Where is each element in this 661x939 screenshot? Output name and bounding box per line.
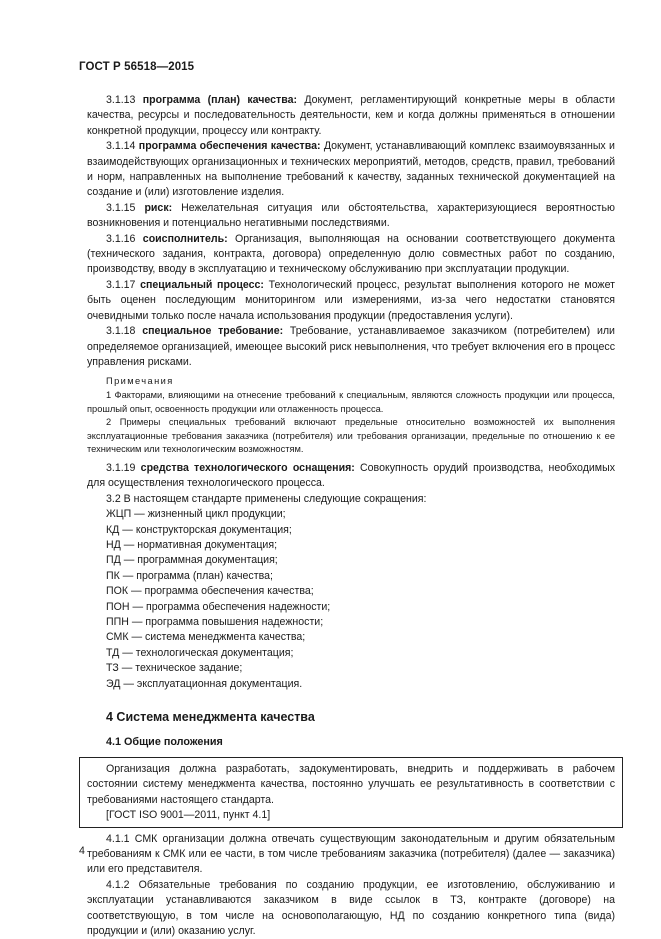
term-definition: Требование, устанавливаемое заказчиком (потребителем) или определяемое организацией, имеющее высокий риск невыполнения, что требует включения его в процесс управления рисками. [87,325,615,368]
term-title: специальный процесс: [140,278,264,291]
term-definition: Нежелательная ситуация или обстоятельства, характеризующиеся вероятностью возникновения и потенциально негативными последствиями. [87,201,615,230]
notes-title: Примечания [106,376,174,387]
abbreviation-item: НД — нормативная документация; [106,538,278,551]
subsection-4-1-heading: 4.1 Общие положения [106,735,223,748]
abbreviation-item: ЖЦП — жизненный цикл продукции; [106,508,286,521]
quoted-requirement-box [79,757,623,828]
clause-4-1-1: 4.1.1 СМК организации должна отвечать существующим законодательным и другим обязательным требованиям к СМК или ее части, в том числе требованиям заказчика (потребителя) (далее — заказчика) или его представителя. [87,832,615,876]
term-title: специальное требование: [142,325,284,338]
page-content [87,93,615,939]
page-number: 4 [79,845,85,857]
section-4-heading: 4 Система менеджмента качества [106,709,315,724]
abbreviation-item: ТЗ — техническое задание; [106,662,243,675]
term-definition: Совокупность орудий производства, необходимых для осуществления технологического процесса. [87,461,615,490]
clause-4-1-2: 4.1.2 Обязательные требования по созданию продукции, ее изготовлению, обслуживанию и эксплуатации устанавливаются заказчиком в виде ссылок в ТЗ, контракте (договоре) на соответствующую, в том числе на основополагающую, НД по созданию конкретного типа (вида) продукции и (или) оказанию услуг. [87,878,615,938]
term-definition: Документ, устанавливающий комплекс взаимоувязанных и взаимодействующих организационных и технических мероприятий, методов, средств, правил, требований и норм, направленных на выполнение требований к качеству, заданных технической документацией на создание и (или) изготовление изделия. [87,140,615,199]
term-definition: Технологический процесс, результат выполнения которого не может быть оценен последующим мониторингом или измерениями, из-за чего недостатки становятся очевидными только после начала использования продукции (предоставления услуги). [87,278,615,322]
abbreviation-item: КД — конструкторская документация; [106,523,292,536]
term-title: риск: [144,201,173,214]
notes-block [87,375,615,457]
quoted-requirement-reference: [ГОСТ ISO 9001—2011, пункт 4.1] [106,809,271,822]
abbreviation-item: ПК — программа (план) качества; [106,569,273,582]
term-3-1-16: 3.1.16 соисполнитель: Организация, выполняющая на основании соответствующего документа (технического задания, контракта, договора) определенную долю совместных работ по созданию, производству, вводу в эксплуатацию и техническому обслуживанию при эксплуатации продукции. [87,232,615,276]
abbreviation-item: ПД — программная документация; [106,554,278,567]
abbreviations-list [87,507,615,692]
note-item: 1 Факторами, влияющими на отнесение требований к специальным, являются сложность продукции или процесса, прошлый опыт, освоенность продукции или отлаженность процесса. [87,389,615,414]
term-3-1-17: 3.1.17 специальный процесс: Технологический процесс, результат выполнения которого не может быть оценен последующим мониторингом или измерениями, из-за чего недостатки становятся очевидными только после начала использования продукции (предоставления услуги). [87,278,615,322]
term-definition: Организация, выполняющая на основании соответствующего документа (технического задания, контракта, договора) определенную долю совместных работ по созданию, производству, вводу в эксплуатацию и техническому обслуживанию при эксплуатации продукции. [87,232,615,276]
quoted-requirement-text: Организация должна разработать, задокументировать, внедрить и поддерживать в рабочем состоянии систему менеджмента качества, постоянно улучшать ее результативность в соответствии с требованиями настоящего стандарта. [87,762,615,806]
abbreviation-item: ЭД — эксплуатационная документация. [106,677,303,690]
term-definition: Документ, регламентирующий конкретные меры в области качества, ресурсы и последовательность деятельности, кем и когда должны применяться в отношении конкретной продукции, процессу или контракту. [87,94,616,137]
term-title: программа обеспечения качества: [138,140,321,153]
term-title: соисполнитель: [142,232,228,245]
note-item: 2 Примеры специальных требований включают предельные относительно возможностей их выполнения эксплуатационные требования заказчика (потребителя) или требования организации, предельные по отношению к ее техническим или технологическим возможностям. [87,417,615,455]
abbreviations-intro: 3.2 В настоящем стандарте применены следующие сокращения: [106,492,427,505]
document-header: ГОСТ Р 56518—2015 [79,61,195,73]
abbreviation-item: ПОН — программа обеспечения надежности; [106,600,331,613]
term-title: средства технологического оснащения: [140,461,355,474]
term-3-1-14: 3.1.14 программа обеспечения качества: Документ, устанавливающий комплекс взаимоувязанных и взаимодействующих организационных и технических мероприятий, методов, средств, правил, требований и норм, направленных на выполнение требований к качеству, заданных технической документацией на создание и (или) изготовление изделия. [87,140,615,199]
abbreviation-item: ТД — технологическая документация; [106,646,294,659]
term-3-1-15: 3.1.15 риск: Нежелательная ситуация или обстоятельства, характеризующиеся вероятностью возникновения и потенциально негативными последствиями. [87,201,615,230]
term-title: программа (план) качества: [142,94,298,106]
abbreviation-item: СМК — система менеджмента качества; [106,631,306,644]
term-3-1-19: 3.1.19 средства технологического оснащения: Совокупность орудий производства, необходимых для осуществления технологического процесса. [87,461,615,490]
term-3-1-13: 3.1.13 программа (план) качества: Документ, регламентирующий конкретные меры в области качества, ресурсы и последовательность деятельности, кем и когда должны применяться в отношении конкретной продукции, процессу или контракту. [87,94,616,137]
abbreviation-item: ПОК — программа обеспечения качества; [106,585,314,598]
term-3-1-18: 3.1.18 специальное требование: Требование, устанавливаемое заказчиком (потребителем) или определяемое организацией, имеющее высокий риск невыполнения, что требует включения его в процесс управления рисками. [87,325,615,368]
abbreviation-item: ППН — программа повышения надежности; [106,615,324,628]
